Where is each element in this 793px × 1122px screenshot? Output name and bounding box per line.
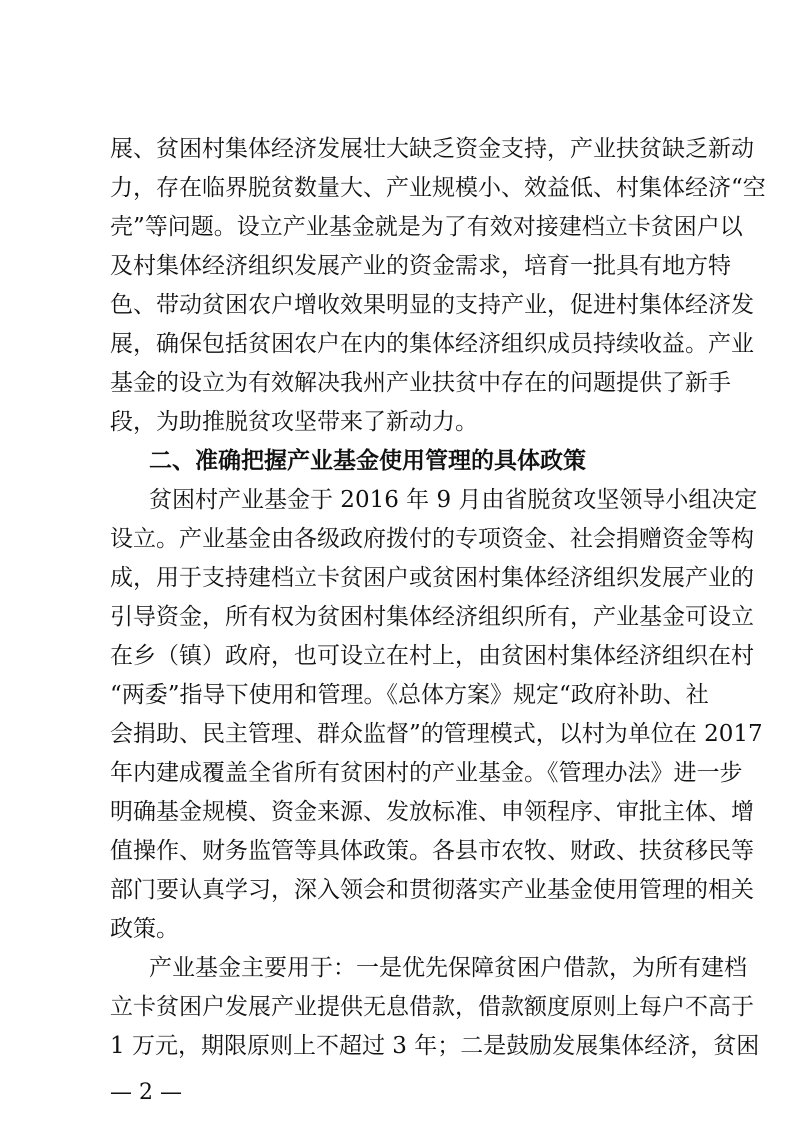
paragraph-2-line-5: 在乡（镇）政府，也可设立在村上，由贫困村集体经济组织在村 bbox=[110, 643, 754, 669]
paragraph-1-line-3: 壳”等问题。设立产业基金就是为了有效对接建档立卡贫困户以 bbox=[110, 214, 743, 240]
paragraph-1-line-5: 色、带动贫困农户增收效果明显的支持产业，促进村集体经济发 bbox=[110, 292, 754, 318]
paragraph-3-line-2: 立卡贫困户发展产业提供无息借款，借款额度原则上每户不高于 bbox=[110, 994, 754, 1020]
paragraph-2-line-7: 会捐助、民主管理、群众监督”的管理模式，以村为单位在 2017 bbox=[110, 721, 763, 747]
page-number: — 2 — bbox=[110, 1080, 182, 1105]
paragraph-1-line-6: 展，确保包括贫困农户在内的集体经济组织成员持续收益。产业 bbox=[110, 331, 754, 357]
paragraph-2-line-1: 贫困村产业基金于 2016 年 9 月由省脱贫攻坚领导小组决定 bbox=[149, 487, 758, 513]
paragraph-2-line-10: 值操作、财务监管等具体政策。各县市农牧、财政、扶贫移民等 bbox=[110, 838, 754, 864]
paragraph-1-line-8: 段，为助推脱贫攻坚带来了新动力。 bbox=[110, 409, 478, 435]
paragraph-2-line-8: 年内建成覆盖全省所有贫困村的产业基金。《管理办法》进一步 bbox=[110, 760, 743, 786]
paragraph-3-line-3: 1 万元，期限原则上不超过 3 年；二是鼓励发展集体经济，贫困 bbox=[110, 1033, 760, 1059]
paragraph-3-line-1: 产业基金主要用于：一是优先保障贫困户借款，为所有建档 bbox=[149, 955, 747, 981]
paragraph-2-line-3: 成，用于支持建档立卡贫困户或贫困村集体经济组织发展产业的 bbox=[110, 565, 754, 591]
paragraph-2-line-11: 部门要认真学习，深入领会和贯彻落实产业基金使用管理的相关 bbox=[110, 877, 754, 903]
paragraph-1-line-1: 展、贫困村集体经济发展壮大缺乏资金支持，产业扶贫缺乏新动 bbox=[110, 136, 754, 162]
paragraph-1-line-2: 力，存在临界脱贫数量大、产业规模小、效益低、村集体经济“空 bbox=[110, 175, 766, 201]
paragraph-2-line-2: 设立。产业基金由各级政府拨付的专项资金、社会捐赠资金等构 bbox=[110, 526, 754, 552]
paragraph-2-line-6: “两委”指导下使用和管理。《总体方案》规定“政府补助、社 bbox=[110, 682, 709, 708]
paragraph-1-line-7: 基金的设立为有效解决我州产业扶贫中存在的问题提供了新手 bbox=[110, 370, 731, 396]
section-heading: 二、准确把握产业基金使用管理的具体政策 bbox=[149, 448, 586, 474]
paragraph-2-line-12: 政策。 bbox=[110, 916, 179, 942]
paragraph-2-line-4: 引导资金，所有权为贫困村集体经济组织所有，产业基金可设立 bbox=[110, 604, 754, 630]
paragraph-1-line-4: 及村集体经济组织发展产业的资金需求，培育一批具有地方特 bbox=[110, 253, 731, 279]
paragraph-2-line-9: 明确基金规模、资金来源、发放标准、申领程序、审批主体、增 bbox=[110, 799, 754, 825]
